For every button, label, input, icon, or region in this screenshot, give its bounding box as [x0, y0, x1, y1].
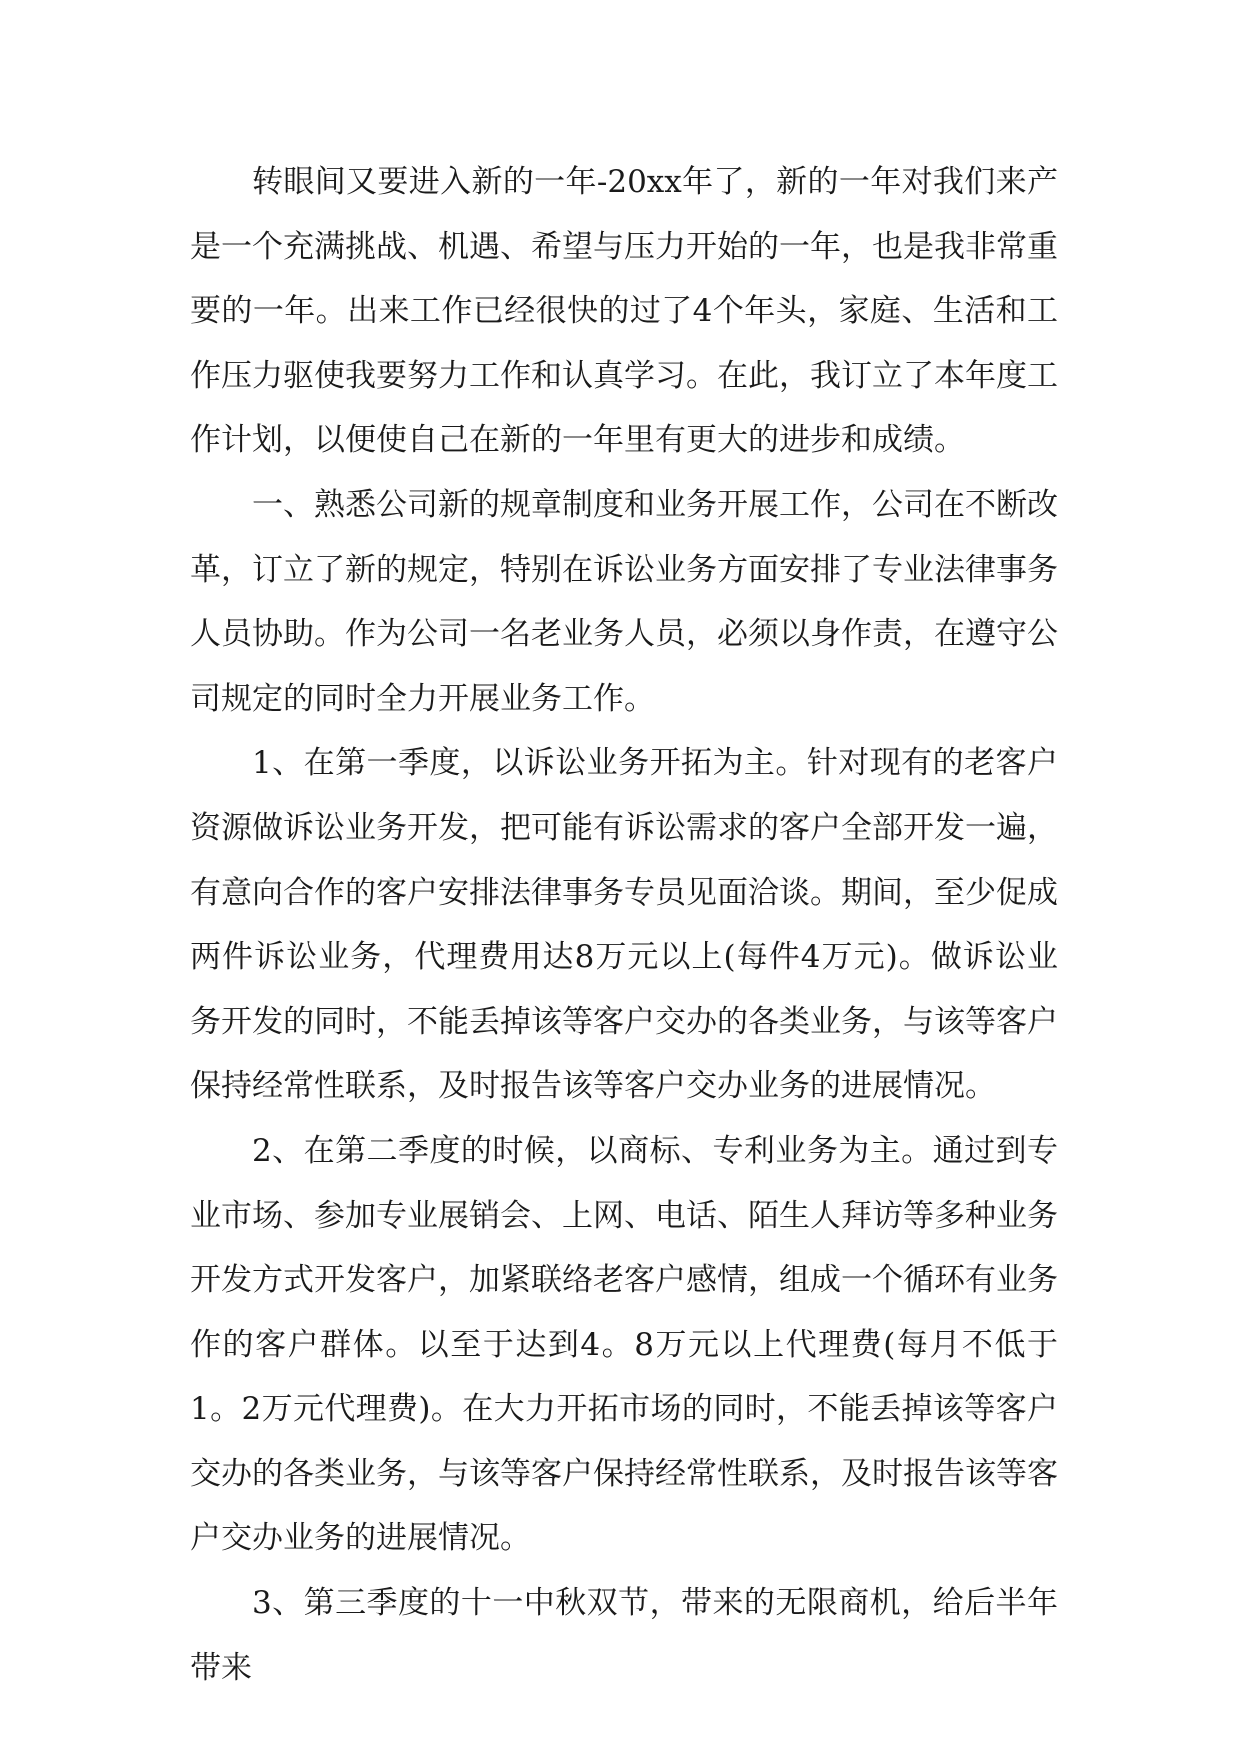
- paragraph-q3-plan: 3、第三季度的十一中秋双节，带来的无限商机，给后半年带来: [190, 1585, 1058, 1686]
- paragraph-section-one: 一、熟悉公司新的规章制度和业务开展工作，公司在不断改革，订立了新的规定，特别在诉讼业务方面安排了专业法律事务人员协助。作为公司一名老业务人员，必须以身作责，在遵守公司规定的同时全力开展业务工作。: [190, 486, 1058, 717]
- paragraph-intro: 转眼间又要进入新的一年-20xx年了，新的一年对我们来产是一个充满挑战、机遇、希望与压力开始的一年，也是我非常重要的一年。出来工作已经很快的过了4个年头，家庭、生活和工作压力驱使我要努力工作和认真学习。在此，我订立了本年度工作计划，以便使自己在新的一年里有更大的进步和成绩。: [190, 164, 1058, 459]
- paragraph-q2-plan: 2、在第二季度的时候，以商标、专利业务为主。通过到专业市场、参加专业展销会、上网、电话、陌生人拜访等多种业务开发方式开发客户，加紧联络老客户感情，组成一个循环有业务作的客户群体。以至于达到4。8万元以上代理费(每月不低于1。2万元代理费)。在大力开拓市场的同时，不能丢掉该等客户交办的各类业务，与该等客户保持经常性联系，及时报告该等客户交办业务的进展情况。: [190, 1132, 1058, 1557]
- document-body: [190, 150, 1058, 1700]
- paragraph-q1-plan: 1、在第一季度，以诉讼业务开拓为主。针对现有的老客户资源做诉讼业务开发，把可能有诉讼需求的客户全部开发一遍，有意向合作的客户安排法律事务专员见面洽谈。期间，至少促成两件诉讼业务，代理费用达8万元以上(每件4万元)。做诉讼业务开发的同时，不能丢掉该等客户交办的各类业务，与该等客户保持经常性联系，及时报告该等客户交办业务的进展情况。: [190, 745, 1058, 1105]
